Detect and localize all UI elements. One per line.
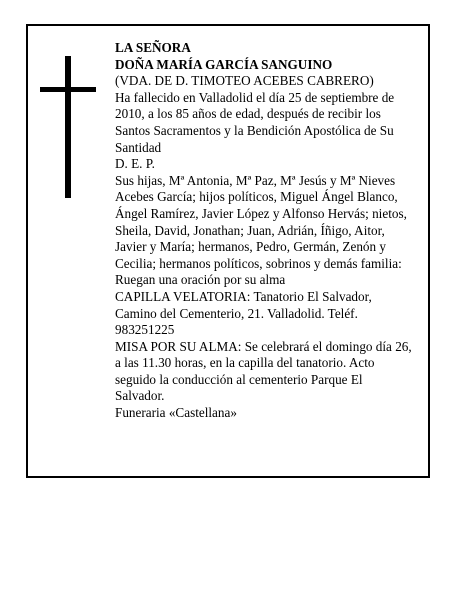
death-statement: Ha fallecido en Valladolid el día 25 de septiembre de 2010, a los 85 años de edad, después de recibir los Santos Sacramentos y la Bendición Apostólica de Su Santidad bbox=[115, 89, 395, 155]
widow-of-line: (VDA. DE D. TIMOTEO ACEBES CABRERO) bbox=[115, 73, 374, 89]
notice-title: LA SEÑORA bbox=[115, 40, 191, 55]
deceased-name: DOÑA MARÍA GARCÍA SANGUINO bbox=[115, 56, 333, 72]
mass-info: MISA POR SU ALMA: Se celebrará el domingo día 26, a las 11.30 horas, en la capilla del tanatorio. Acto seguido la conducción al cementerio Parque El Salvador. bbox=[115, 338, 412, 404]
chapel-info: CAPILLA VELATORIA: Tanatorio El Salvador, Camino del Cementerio, 21. Valladolid. Teléf. 983251225 bbox=[115, 288, 372, 338]
prayer-request: Ruegan una oración por su alma bbox=[115, 272, 286, 288]
cross-icon bbox=[40, 56, 96, 198]
cross-horizontal-bar bbox=[40, 87, 96, 92]
notice-text-block bbox=[115, 40, 415, 422]
funeral-home: Funeraria «Castellana» bbox=[115, 405, 237, 421]
family-list: Sus hijas, Mª Antonia, Mª Paz, Mª Jesús y Mª Nieves Acebes García; hijos políticos, Miguel Ángel Blanco, Ángel Ramírez, Javier López y Alfonso Hervás; nietos, Sheila, David, Jonathan; Juan, Adrián, Íñigo, Aitor, Javier y María; hermanos, Pedro, Germán, Zenón y Cecilia; hermanos políticos, sobrinos y demás familia: bbox=[115, 172, 407, 271]
cross-vertical-bar bbox=[65, 56, 71, 198]
obituary-notice bbox=[26, 24, 430, 478]
rip-line: D. E. P. bbox=[115, 156, 155, 172]
